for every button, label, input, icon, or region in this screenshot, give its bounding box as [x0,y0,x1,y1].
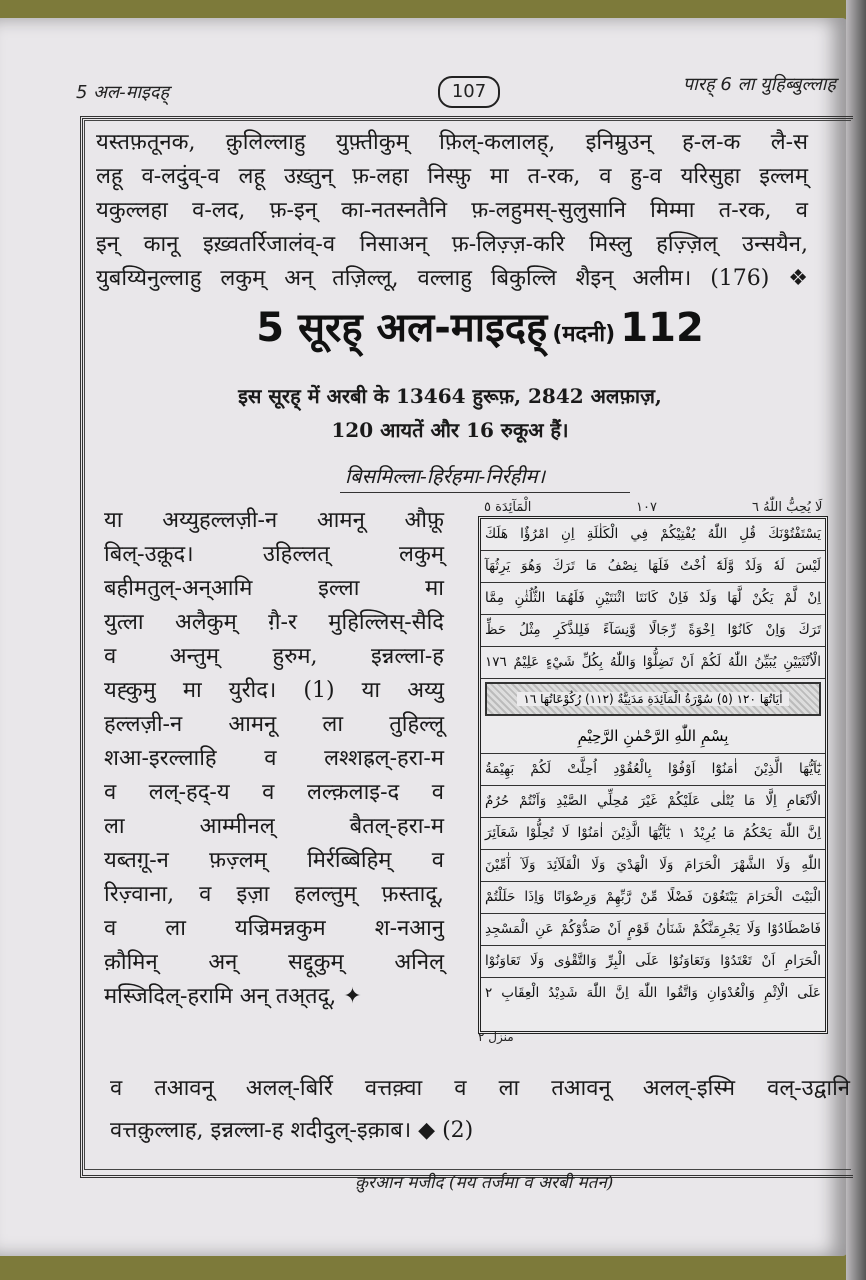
surah-type: (मदनी) [552,322,616,347]
arabic-line: اللّٰهِ وَلَا الشَّهْرَ الْحَرَامَ وَلَا الْهَدْيَ وَلَا الْقَلَآئِدَ وَلَآ آٰمِّيْنَ [481,850,825,882]
arabic-line: لَيْسَ لَهٗ وَلَدٌ وَّلَهٗٓ اُخْتٌ فَلَهَا نِصْفُ مَا تَرَكَ وَهُوَ يَرِثُهَآ [481,551,825,583]
surah-info-line: इस सूरह् में अरबी के 13464 हुरूफ़, 2842 अलफ़ाज़, [238,384,662,408]
surah-banner [485,682,821,716]
arabic-header-para: لَا يُحِبُّ اللّٰهُ ٦ [752,500,823,515]
text-line: बिल्-उक़ूद। उहिल्लत् लकुम् [104,542,444,567]
arabic-line: عَلَى الْاِثْمِ وَالْعُدْوَانِ وَاتَّقُوا اللّٰهَ اِنَّ اللّٰهَ شَدِيْدُ الْعِقَابِ ٢ [485,985,821,1001]
surah-order: 112 [620,305,704,351]
text-line: युबय्यिनुल्लाहु लकुम् अन् तज़िल्लू, वल्लाहु बिकुल्लि शैइन् अलीम। (176) ❖ [96,266,808,291]
text-line: व अन्तुम् हुरुम, इन्नल्ला-ह [104,644,444,669]
page-number: 107 [438,76,500,108]
arabic-line: الْبَيْتَ الْحَرَامَ يَبْتَغُوْنَ فَضْلًا مِّنْ رَّبِّهِمْ وَرِضْوَانًا وَاِذَا حَلَلْتُمْ [481,882,825,914]
text-line: ला आम्मीनल् बैतल्-हरा-म [104,814,444,839]
text-line: व लल्-हद्-य व लल्क़लाइ-द व [104,780,444,805]
arabic-line: يَسْتَفْتُوْنَكَ قُلِ اللّٰهُ يُفْتِيْكُمْ فِي الْكَلٰلَةِ اِنِ امْرُؤٌا هَلَكَ [481,519,825,551]
surah-name: 5 सूरह् अल-माइदह् [256,305,548,351]
arabic-header-page: ١٠٧ [636,500,657,515]
text-line: बहीमतुल्-अन्आमि इल्ला मा [104,576,444,601]
text-line: शआ-इरल्लाहि व लश्शह्रल्-हरा-म [104,746,444,771]
arabic-header-surah: الْمَآئِدَة ٥ [484,500,532,515]
surah-banner-text: اٰيَاتُهَا ١٢٠ (٥) سُوْرَةُ الْمَآئِدَةِ مَدَنِيَّةٌ (١١٢) رُكُوْعَاتُهَا ١٦ [517,692,788,706]
bismillah-hindi: बिसमिल्ला-हिर्रहमा-निर्रहीम। [345,464,546,488]
arabic-text-panel [478,516,828,1034]
text-line: यकुल्लहा व-लद, फ़-इन् का-नतस्नतैनि फ़-लहुमस्-सुलुसानि मिम्मा त-रक, व [96,198,808,223]
text-line: यस्तफ़तूनक, क़ुलिल्लाहु युफ़्तीकुम् फ़िल्-कलालह्, इनिम्रुउन् ह-ल-क लै-स [96,130,808,155]
text-line: व तआवनू अलल्-बिर्रि वत्तक़्वा व ला तआवनू अलल्-इस्मि वल्-उद्वानि [110,1076,850,1101]
running-header-surah: 5 अल-माइदह् [76,82,170,103]
arabic-line: الْاُنْثَيَيْنِ يُبَيِّنُ اللّٰهُ لَكُمْ اَنْ تَضِلُّوْا وَاللّٰهُ بِكُلِّ شَيْءٍ عَلِيْمٌ ١٧٦ [481,647,825,679]
divider [340,492,630,493]
arabic-line: الْاَنْعَامِ اِلَّا مَا يُتْلٰى عَلَيْكُمْ غَيْرَ مُحِلِّي الصَّيْدِ وَاَنْتُمْ حُرُمٌ [481,786,825,818]
text-line: वत्तक़ुल्लाह, इन्नल्ला-ह शदीदुल्-इक़ाब। ◆ (2) [110,1118,474,1143]
text-line: युत्ला अलैकुम् ग़ै-र मुहिल्लिस्-सैदि [104,610,444,635]
bottom-paragraph [110,1068,850,1152]
text-line: व ला यज्रिमन्नकुम श-नआनु [104,916,444,941]
text-line: इन् कानू इख़्वतर्रिजालंव्-व निसाअन् फ़-लिज़्ज़-करि मिस्लु हज़्ज़िल् उन्सयैन, [96,232,808,257]
arabic-line: تَرَكَ وَاِنْ كَانُوْٓا اِخْوَةً رِّجَالًا وَّنِسَآءً فَلِلذَّكَرِ مِثْلُ حَظِّ [481,615,825,647]
text-line: या अय्युहल्लज़ी-न आमनू औफ़ू [104,508,444,533]
arabic-line: اِنَّ اللّٰهَ يَحْكُمُ مَا يُرِيْدُ ١ يٰٓاَيُّهَا الَّذِيْنَ اٰمَنُوْا لَا تُحِلُّوْا شَعَآئِرَ [481,818,825,850]
running-header-para: पारह् 6 ला युहिब्बुल्लाह [682,74,836,95]
text-line: हल्लज़ी-न आमनू ला तुहिल्लू [104,712,444,737]
text-line: रिज़्वाना, व इज़ा हलल्तुम् फ़स्तादू, [104,882,444,907]
text-line: यह्कुमु मा युरीद। (1) या अय्यु [104,678,444,703]
surah-title [200,298,760,353]
arabic-line: اِنْ لَّمْ يَكُنْ لَّهَا وَلَدٌ فَاِنْ كَانَتَا اثْنَتَيْنِ فَلَهُمَا الثُّلُثٰنِ مِمَّا [481,583,825,615]
text-line: यब्तग़ू-न फ़ज़्लम् मिर्रब्बिहिम् व [104,848,444,873]
manzil-marker: منزل ٢ [478,1030,514,1044]
bismillah-arabic: بِسْمِ اللّٰهِ الرَّحْمٰنِ الرَّحِيْمِ [481,719,825,754]
text-line: क़ौमिन् अन् सद्दूकुम् अनिल् [104,950,444,975]
arabic-line: الْحَرَامِ اَنْ تَعْتَدُوْا وَتَعَاوَنُوْا عَلَى الْبِرِّ وَالتَّقْوٰى وَلَا تَعَاوَنُوْا [481,946,825,978]
arabic-line: فَاصْطَادُوْا وَلَا يَجْرِمَنَّكُمْ شَنَاٰنُ قَوْمٍ اَنْ صَدُّوْكُمْ عَنِ الْمَسْجِدِ [481,914,825,946]
left-column-text [104,504,444,1014]
surah-info-line: 120 आयतें और 16 रुकूअ हैं। [331,418,569,442]
text-line: मस्जिदिल्-हरामि अन् तअ्तदू, ✦ [104,984,362,1009]
book-footer: क़ुरआन मजीद (मय तर्जमा व अरबी मतन) [355,1173,614,1193]
text-line: लहू व-लदुंव्-व लहू उख़्तुन् फ़-लहा निस्फ़ु मा त-रक, व हु-व यरिसुहा इल्लम् [96,164,808,189]
arabic-line: يٰٓاَيُّهَا الَّذِيْنَ اٰمَنُوْٓا اَوْفُوْا بِالْعُقُوْدِ اُحِلَّتْ لَكُمْ بَهِيْمَةُ [481,754,825,786]
top-paragraph [96,126,808,296]
